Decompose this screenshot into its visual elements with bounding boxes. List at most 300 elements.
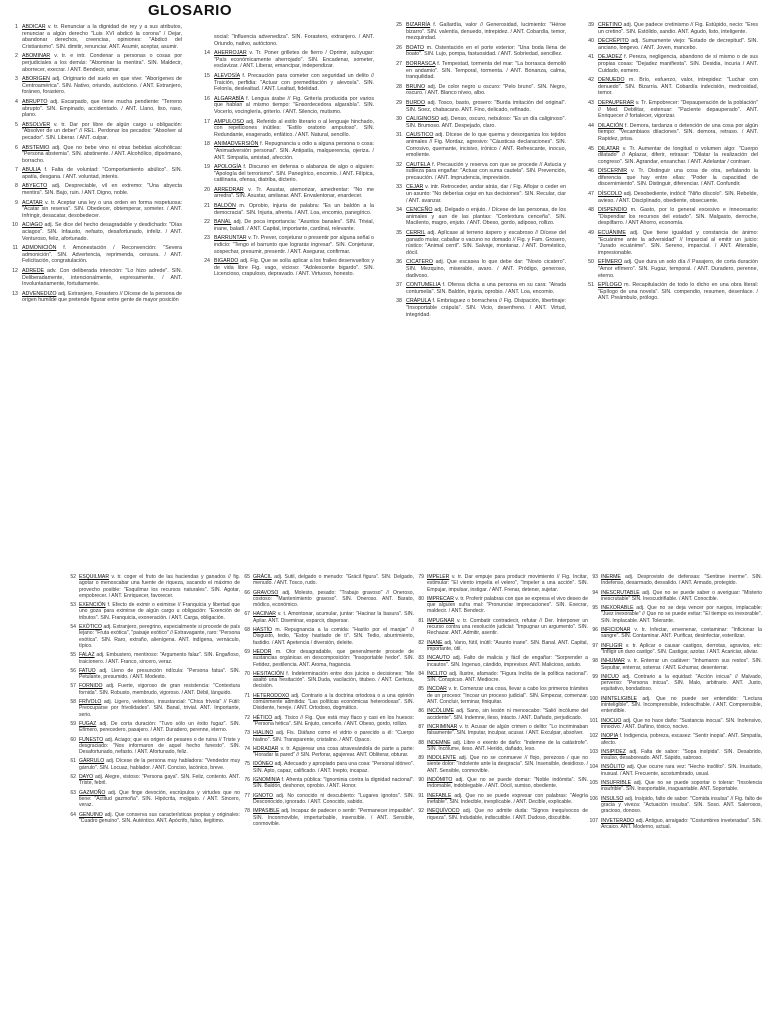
entry-term: ÍNCLITO <box>427 670 448 677</box>
entry-definition: f. Embriaguez o borrachera // Fig. Disipación, libertinaje: "Insoportable crápula". SIN. Vicio, desenfreno. / ANT. Virtud, integridad. <box>406 298 566 318</box>
entry-term: BURDO <box>406 99 426 106</box>
entry-term: CAUTELA <box>406 161 431 168</box>
entry-term: INCAUTO <box>427 655 450 662</box>
entry-number: 75 <box>244 761 250 768</box>
entry-number: 100 <box>589 695 598 702</box>
entry-definition: adj. Fuerte, vigoroso de gran resistencia: "Contextura fornida". SIN. Robusto, membrudo, vigoroso. / ANT. Débil, lánguido. <box>79 683 240 696</box>
entry-term: ESQUILMAR <box>79 574 110 580</box>
entry-number: 14 <box>204 50 210 57</box>
glossary-entry <box>62 721 240 734</box>
glossary-entry <box>236 627 414 646</box>
glossary-entry <box>62 624 240 649</box>
entry-definition: m. Olor desagradable, que generalmente procede de sustancias orgánicas en descomposición: "Insoportable hedor". SIN. Fetidez, pestilencia. ANT. Aroma, fragancia. <box>253 648 415 668</box>
entry-definition: adj. Falto de malicia y fácil de engañar: "Sorprender a incautos". SIN. Ingenuo, cándido, imprevisor. ANT. Malicioso, astuto. <box>427 655 589 668</box>
glossary-entry <box>62 774 240 787</box>
entry-definition: v. tr. Combatir contradecir, refutar // Der. Interponer un recurso contra una resolución judicial: "Impugnar un argumento". SIN. Rechazar. ANT. Admitir, asentir. <box>427 617 588 637</box>
glossary-entry <box>410 671 588 684</box>
entry-definition: adj. Fis. Diáfano como el vidrio o parecido a él: "Cuerpo hialino". SIN. Transparente, cristalino. / ANT. Opaco. <box>253 730 414 743</box>
entry-number: 52 <box>70 574 76 580</box>
glossary-entry <box>388 298 566 318</box>
entry-term: GENUINO <box>79 811 103 818</box>
glossary-column <box>62 574 240 827</box>
entry-definition: adv. Con deliberada intención: "Lo hizo adrede". SIN. Deliberadamente, intencionalmente, expresamente. / ANT. Involuntariamente, fortuitamente. <box>22 268 182 288</box>
glossary-entry <box>4 268 182 288</box>
entry-number: 93 <box>592 574 598 580</box>
glossary-entry <box>410 793 588 806</box>
entry-term: HETERODOXO <box>253 692 290 699</box>
entry-definition: f. Gallardía, valor // Generosidad, lucimiento: "Héroe bizarro". SIN. valentía, denuedo, intrepidez. / ANT. Cobardía, temor, mezquindad. <box>406 22 566 42</box>
entry-number: 73 <box>244 730 250 737</box>
entry-definition: adj. Ligero, veleidoso, insustancial: "Chica frívola" // Fútil: Preocuparse por frivolidades". SIN. Banal, trivial. ANT. Importante, serio. <box>79 699 240 718</box>
entry-term: AMPULOSO <box>214 118 245 125</box>
glossary-entry <box>4 53 182 73</box>
entry-term: EFÍMERO <box>598 259 623 266</box>
entry-number: 89 <box>418 755 424 762</box>
glossary-entry <box>236 611 414 624</box>
entry-number: 62 <box>70 774 76 781</box>
glossary-entry <box>236 649 414 668</box>
entry-definition: adj. Alegre, vistoso: "Persona gaya". SIN. Feliz, contento. ANT. Triste, febril. <box>79 774 241 787</box>
entry-number: 88 <box>418 739 424 746</box>
glossary-entry <box>196 219 374 232</box>
entry-term: GÁRRULO <box>79 758 105 765</box>
entry-number: 46 <box>588 168 594 175</box>
entry-number: 19 <box>204 164 210 171</box>
entry-term: IDÓNEO <box>253 761 274 768</box>
glossary-entry <box>580 259 758 279</box>
entry-definition: f. Afrenta pública: "Ignominia contra la dignidad nacional". SIN. Baldón, deshonor, oprobio. / ANT. Honor. <box>253 777 414 790</box>
entry-term: INANE <box>427 639 443 646</box>
glossary-entry <box>584 796 762 815</box>
entry-number: 3 <box>15 76 18 83</box>
entry-term: ACATAR <box>22 199 43 206</box>
glossary-entry <box>4 24 182 50</box>
glossary-entry <box>4 99 182 119</box>
glossary-entry <box>4 167 182 180</box>
entry-definition: f. Repugnancia u odio a alguna persona o cosa: "Animadversión personal". SIN. Antipatía, malquerencia, ojeriza. / ANT. Simpatía, amistad, afección. <box>214 141 374 161</box>
entry-definition: adj. Desobediente, indócil: "Niño díscolo". SIN. Rebelde, avieso. / ANT. Disciplinado, obediente, obsecuente. <box>598 191 758 204</box>
entry-number: 18 <box>204 141 210 148</box>
entry-number: 98 <box>592 658 598 665</box>
entry-number: 43 <box>588 99 594 106</box>
glossary-entry <box>584 658 762 671</box>
entry-number: 64 <box>70 811 76 818</box>
entry-number: 61 <box>70 758 76 765</box>
entry-definition: m. Brío, esfuerzo, valor, intrepidez: "Luchar con denuedo". SIN. Bizarría. ANT. Cobardía indecisión, medrosidad, temor. <box>598 77 758 97</box>
glossary-entry <box>236 671 414 690</box>
entry-term: HEDOR <box>253 648 272 655</box>
glossary-entry <box>4 122 182 142</box>
entry-number: 28 <box>396 83 402 90</box>
glossary-column <box>4 24 182 307</box>
entry-term: EPÍLOGO <box>598 282 622 289</box>
entry-number: 25 <box>396 22 402 28</box>
glossary-entry <box>196 203 374 216</box>
glossary-entry <box>410 724 588 737</box>
entry-definition: adj. Dícese de la persona muy habladora: "Vendedor muy gárrulo". SIN. Locuaz, hablador. / ANT. Conciso, lacónico, breve. <box>79 758 240 771</box>
entry-number: 76 <box>244 777 250 784</box>
entry-number: 1 <box>15 24 18 30</box>
entry-definition: adj. Delgado o enjuto. / Dícese de las personas, de los animales y aun de las plantas: "Contextura cenceña". SIN. Macilento, magro, enjuto. / ANT. Obeso, gordo, adiposo, rollizo. <box>406 207 566 227</box>
glossary-entry <box>62 602 240 621</box>
glossary-entry <box>584 590 762 603</box>
entry-term: ARREDRAR <box>214 186 244 193</box>
glossary-entry <box>388 116 566 129</box>
entry-number: 74 <box>244 745 250 752</box>
entry-term: INSULSO <box>601 795 624 802</box>
entry-term: ABULIA <box>22 167 41 174</box>
entry-definition: v. tr. coger el fruto de las haciendas y ganados // fig. agotar o menoscabar una fuente de riqueza, sacando el máximo de provecho posible: "Esquilmar los recursos naturales". SIN. Agotar, empobrecer. / ANT. Enriquecer, favorecer. <box>79 574 240 599</box>
entry-definition: m. Ostentación en el porte exterior: "Una boda llena de boato". SIN. Lujo, pompa, fastuosidad. / ANT. Sobriedad, sencillez. <box>406 44 566 58</box>
entry-term: ADVENEDIZO <box>22 290 57 297</box>
glossary-entry <box>236 715 414 728</box>
entry-term: FUNESTO <box>79 736 104 743</box>
entry-definition: f. Falta de voluntad: "Comportamiento abúlico". SIN. apatía, desgana. / ANT. voluntad, interés. <box>22 167 182 180</box>
entry-number: 59 <box>70 720 76 727</box>
entry-definition: adj. Que padece cretinismo // Fig. Estúpido, necio: "Eres un cretino". SIN. Estólido, sandio. ANT. Agudo, listo, inteligente. <box>598 22 758 35</box>
entry-number: 27 <box>396 60 402 67</box>
entry-term: FRÍVOLO <box>79 699 102 706</box>
glossary-column <box>584 574 762 833</box>
glossary-entry <box>4 222 182 242</box>
entry-definition: adj. Que no bebe vino ni otras bebidas alcohólicas: "Persona abstemia". SIN. abstinente. / ANT. Alcohólico, dipsómano, borracho. <box>22 144 182 164</box>
entry-number: 56 <box>70 667 76 674</box>
glossary-entry <box>388 259 566 279</box>
entry-term: DILACIÓN <box>598 122 624 129</box>
glossary-entry <box>410 686 588 705</box>
entry-term: CALIGINOSO <box>406 116 439 123</box>
glossary-entry <box>62 683 240 696</box>
glossary-entry <box>410 655 588 668</box>
entry-definition: adj. Contrario a la equidad: "Acción inicua" // Malvado, perverso: "Persona inicua". SIN. Malo, arbitrario. ANT. Justo, equitativo, bondadoso. <box>601 673 762 693</box>
entry-definition: adj. Escarpado, que tiene mucha pendiente: "Terreno abrupto". SIN. Empinado, accidentado. / ANT. Llano, liso, raso, plano. <box>22 98 182 119</box>
entry-number: 77 <box>244 792 250 799</box>
entry-number: 7 <box>15 167 18 174</box>
entry-definition: f. Demora, tardanza o detención de una cosa por algún tiempo: "Vecambiaos dilaciones". SIN. demora, retraso. / ANT. Rapidez, prisa. <box>598 122 758 142</box>
entry-term: ACIAGO <box>22 222 43 229</box>
glossary-entry <box>580 22 758 35</box>
glossary-entry <box>580 230 758 256</box>
entry-number: 24 <box>204 258 210 265</box>
entry-term: BOATO <box>406 44 425 51</box>
entry-definition: adj. Libre o exento de daño: "Indemne de la catástrofe". SIN. Incólume, ileso. ANT. Herido, dañado, leso. <box>427 739 589 752</box>
entry-definition: v. Tr. Asustar, atemorizar, amedrentar: "No me arredra". SIN. Asustar, amilanar. ANT. Envalentonar, enardecer. <box>214 186 374 200</box>
glossary-entry <box>196 141 374 161</box>
entry-term: INOCUO <box>601 717 622 724</box>
glossary-entry <box>236 793 414 806</box>
entry-term: HIALINO <box>253 730 274 737</box>
entry-number: 55 <box>70 652 76 659</box>
glossary-column <box>236 574 414 830</box>
entry-number: 87 <box>418 723 424 730</box>
entry-term: HORADAR <box>253 745 279 752</box>
entry-term: INESCRUTABLE <box>601 589 640 596</box>
entry-term: HASTÍO <box>253 627 272 634</box>
entry-definition: v. tr. e intr. Condenar a personas o cosas por perjudiciales a los demás: "Abominar la mentira". SIN. Maldecir, aborrecer, execrar. / ANT. Bendecir, amar. <box>22 53 182 73</box>
entry-term: INOPIA <box>601 733 618 740</box>
entry-definition: adj. Extranjero, peregrino, especialmente si procede de país lejano: "Fruta exótica", "paisaje exótico" // Extravagante, raro: "Persona exótica". SIN. Raro, extraño, alienígena. ANT. indígena, vernáculo, típico. <box>79 624 240 649</box>
glossary-entry <box>584 643 762 656</box>
entry-definition: m. Oprobio, injuria de palabra: "Es un baldón a la democracia". SIN. Injuria, afrenta. / ANT. Loa, encomio, panegírico. <box>214 203 374 216</box>
entry-number: 102 <box>589 733 598 740</box>
entry-term: ABYECTO <box>22 183 48 190</box>
entry-definition: v. tr. Aplicar o causar castigos, derrotas, agravios, etc: "Infligir un duro castigo". SIN. Castigar, azotar. / ANT. Acariciar, aliviar. <box>601 642 762 655</box>
entry-term: HÉTICO <box>253 714 273 721</box>
entry-definition: f. Lengua árabe // Fig. Gritería producida por varios que hablan al mismo tiempo: "Ensordecedora algarabía". SIN. Vocerío, vocinglería, griterío. / ANT. Silencio, mutismo. <box>214 95 374 115</box>
entry-definition: f. Ofensa dicha a una persona en su cara: "Airada contumelia". SIN. Baldón, injuria, oprobio. / ANT. Loa, encomio. <box>406 282 566 295</box>
entry-number: 6 <box>15 144 18 151</box>
glossary-entry <box>388 230 566 256</box>
entry-term: INFLIGIR <box>601 642 623 649</box>
entry-term: EXÓTICO <box>79 624 102 631</box>
glossary-entry <box>410 740 588 753</box>
entry-number: 79 <box>418 574 424 580</box>
entry-number: 53 <box>70 602 76 609</box>
entry-definition: adj. Que tiene igualdad y constancia de ánimo: "Ecuánime ante la adversidad" // Imparcial al emitir un juicio: "Jurado ecuánime". SIN. Sereno, imparcial. / ANT. Alterable, impresionable. <box>598 230 758 256</box>
entry-term: INHUMAR <box>601 658 625 665</box>
glossary-entry <box>62 668 240 681</box>
glossary-entry <box>580 100 758 120</box>
entry-definition: v. tr. Enterrar un cadáver: "Inhumaron sus restos". SIN. Sepultar, enterrar, soterrar. / ANT. Exhumar, desenterrar. <box>601 658 762 671</box>
entry-number: 86 <box>418 708 424 715</box>
entry-term: BALDÓN <box>214 203 236 210</box>
entry-definition: adj. Vano, fútil, inútil: "Asunto inane". SIN. Banal. ANT. Capital, importante, útil. <box>427 639 588 652</box>
entry-number: 5 <box>15 121 18 128</box>
entry-definition: adj. Se dice del hecho desagradable y desdichado: "Días aciagos". SIN. Infausto, nefasto, desafortunado, infeliz. / ANT. Venturoso, feliz, afortunado. <box>22 222 182 242</box>
glossary-entry <box>4 76 182 96</box>
entry-definition: f. Pereza, negligencia, abandono de sí mismo o de sus propias cosas: "Dejadez manifiesta". SIN. Desidia, incuria / ANT. Cuidado, esmero. <box>598 54 758 74</box>
entry-term: DÍSCOLO <box>598 191 622 198</box>
entry-definition: v. tr. Acusar de algún crimen o delito: "Lo incriminaban falsamente". SIN. Imputar, inculpar, acusar. / ANT. Exculpar, absolver. <box>427 723 588 737</box>
glossary-entry <box>580 54 758 74</box>
entry-definition: adj. Insípido, falto de sabor: "Comida insulsa" // Fig. falto de gracia y viveza: "Actuación insulsa". SIN. Soso. ANT. Salerosos, gracioso, donoso. <box>601 795 763 815</box>
entry-definition: m. Repugnancia a la comida: "Hastío por el manjar" // Disgusto, tedio, "Estoy hastiado de ti". SIN. Tedio, aburrimiento, fastidio. / ANT. Apetencia / diversión, deleite. <box>253 627 414 646</box>
glossary-entry <box>388 184 566 204</box>
glossary-entry <box>62 699 240 718</box>
entry-number: 34 <box>396 207 402 214</box>
entry-definition: adj. Fig. Que se solía aplicar a los frailes desenvueltos y de vida libre Fig. vago, vicioso: "Adolescente bigardo". SIN. Licencioso, crapuloso, depravado. / ANT. Virtuoso, honesto. <box>214 258 374 278</box>
glossary-entry <box>236 808 414 827</box>
entry-definition: adj. Que dura un solo día // Pasajero, de corta duración "Amor efímero". SIN. Fugaz, temporal. / ANT. Duradero, perenne, eterno. <box>598 259 758 279</box>
glossary-entry <box>62 812 240 825</box>
glossary-entry <box>62 790 240 809</box>
glossary-entry <box>196 73 374 93</box>
entry-definition: adj. Desprovisto de defensas: "Sentirse inerme". SIN. Indefenso, desarmado, desvalido. / ANT. Armado, protegido. <box>601 574 763 587</box>
entry-term: FORNIDO <box>79 683 103 690</box>
entry-term: ININTELIGIBLE <box>601 695 637 702</box>
entry-number: 23 <box>204 235 210 242</box>
entry-term: INCOAR <box>427 686 447 693</box>
entry-definition: adj. Que no admite duda: "Signos inequívocos de riqueza". SIN. Indudable, indiscutible. / ANT. Dudoso, discutible. <box>427 808 589 821</box>
entry-definition: adj. Que escasea lo que debe dar: "Novio cicatero". SIN. Mezquino, miserable, avaro. / ANT. Pródigo, generoso, dadivoso. <box>406 259 566 279</box>
entry-number: 20 <box>204 186 210 193</box>
entry-term: IMPUGNAR <box>427 617 455 624</box>
entry-number: 4 <box>15 98 18 105</box>
glossary-title: GLOSARIO <box>147 2 232 19</box>
entry-number: 8 <box>15 183 18 190</box>
entry-definition: adj. Sano, sin lesión ni menoscabo: "Salió incólume del accidente". SIN. Indemne, ileso, intacto. / ANT. Dañado, perjudicado. <box>427 708 588 721</box>
entry-definition: adj. Que no se puede domar: "Noble indómita". SIN. Indomable, indoblegable. / ANT. Dócil, sumiso, obediente. <box>427 777 588 790</box>
entry-definition: m. Recapitulación de todo lo dicho en una obra literal: "Epílogo de una novela". SIN. compendio, resumen, desenlace. / ANT. Preámbulo, prólogo. <box>598 282 758 302</box>
entry-definition: adj. Aplícase al terreno áspero y escabroso // Dícese del ganado mular, caballar o vacuno no domado // Fig. y Fam. Grosero, rústico: "Animal cerril". SIN. Salvaje, montaraz. / ANT. Doméstico, dócil. <box>406 230 566 256</box>
entry-definition: adj. Ilustre, afamado: "Figura ínclita de la política nacional". SIN. Conspicuo. ANT. Mediocre. <box>427 670 588 684</box>
entry-number: 36 <box>396 259 402 266</box>
entry-number: 47 <box>588 191 594 198</box>
entry-number: 9 <box>15 199 18 206</box>
entry-number: 29 <box>396 99 402 106</box>
entry-number: 16 <box>204 95 210 102</box>
entry-term: BIZARRÍA <box>406 22 431 28</box>
entry-term: ABSTEMIO <box>22 144 50 151</box>
entry-number: 10 <box>12 222 18 229</box>
glossary-entry <box>236 730 414 743</box>
entry-definition: adj. Tísico // Fig. Que está muy flaco y casi en los huesos: "Persona hética". SIN. Enjuto, cenceño. / ANT. Obeso, gordo, rollizo. <box>253 714 414 727</box>
glossary-entry <box>4 245 182 265</box>
glossary-entry <box>584 818 762 831</box>
entry-definition: v. t. Amontonar, acumular, juntar: "Hacinar la basura". SIN. Apilar. ANT. Diseminar, esparcir, dispersar. <box>253 611 415 624</box>
entry-definition: f. Amonestación / Reconvención: "Severa admonición". SIN. Advertencia, reprimenda, censura. / ANT. Felicitación, congratulación. <box>22 245 182 265</box>
glossary-entry <box>236 590 414 609</box>
entry-term: INEFABLE <box>427 792 452 799</box>
entry-term: FATUO <box>79 667 96 674</box>
entry-number: 80 <box>418 595 424 602</box>
entry-definition: v. tr. Aceptar una ley o una orden en forma respetuosa: "Acatar sin reserva". SIN. Obedecer, obtemperar, someter. / ANT. Infringir, desacatar, desobedecer. <box>22 199 182 219</box>
entry-number: 63 <box>70 789 76 796</box>
glossary-entry <box>388 282 566 295</box>
entry-term: DISCERNIR <box>598 168 628 175</box>
glossary-entry <box>580 282 758 302</box>
entry-number: 67 <box>244 611 250 618</box>
entry-term: ABSOLVER <box>22 121 51 128</box>
entry-number: 104 <box>589 764 598 771</box>
glossary-column <box>580 22 758 305</box>
glossary-entry <box>584 605 762 624</box>
entry-definition: adj. Que no hace daño: "Sustancia inocua". SIN. Inofensivo, innocivo. / ANT. Dañino, tóxico, nocivo. <box>601 717 762 730</box>
entry-term: ADMONICIÓN <box>22 245 57 252</box>
entry-number: 99 <box>592 673 598 680</box>
entry-definition: adj. Originario del suelo en que vive: "Aborígenes de Centroamérica". SIN. Nativo, oriundo, autóctono. / ANT. Extranjero, foráneo, forastero. <box>22 76 182 96</box>
entry-definition: social: "Influencia advenediza". SIN. Forastero, extranjero. / ANT. Oriundo, nativo, autóctono. <box>214 34 374 47</box>
entry-number: 26 <box>396 44 402 51</box>
entry-number: 51 <box>588 282 594 289</box>
entry-term: INDEMNE <box>427 739 451 746</box>
entry-number: 32 <box>396 161 402 168</box>
entry-term: APOLOGÍA <box>214 164 242 171</box>
glossary-entry <box>584 764 762 777</box>
entry-term: ANIMADVERSIÓN <box>214 141 259 148</box>
entry-number: 71 <box>244 692 250 699</box>
glossary-entry <box>388 45 566 58</box>
glossary-entry <box>410 574 588 593</box>
glossary-entry <box>196 96 374 116</box>
entry-number: 39 <box>588 22 594 28</box>
entry-number: 66 <box>244 589 250 596</box>
entry-definition: adj. Dícese de lo que quema y desorganiza los tejidos animales // Fig. Mordaz, agresivo: "Cáusticas declaraciones". SIN. Corrosivo, quemante, incisivo, irónico / ANT. Refrescante, inocuo, emoliente. <box>406 132 566 159</box>
entry-term: CENCEÑO <box>406 207 433 214</box>
glossary-entry <box>388 207 566 227</box>
entry-definition: adj. Que no se puede saber o averiguar: "Misterio inescrutable" SIN. Inescudriñable. / ANT. Conocible. <box>601 589 762 602</box>
entry-term: GRAVOSO <box>253 589 279 596</box>
glossary-entry <box>4 145 182 165</box>
glossary-entry <box>4 200 182 220</box>
entry-number: 90 <box>418 777 424 784</box>
entry-term: BRUNO <box>406 83 426 90</box>
glossary-entry <box>236 693 414 712</box>
entry-number: 84 <box>418 670 424 677</box>
glossary-entry <box>580 38 758 51</box>
entry-definition: v. tr. Comenzar una cosa, llevar a cabo los primeros trámites de un proceso: "Incoar un proceso judicial". SIN. Empezar, comenzar. ANT. Concluir, terminar, finiquitar. <box>427 686 588 706</box>
entry-term: HACINAR <box>253 611 276 618</box>
entry-definition: v. tr. Dar por libre de algún cargo u obligación: "Absolver de un deber" // REL. Perdonar los pecados: "Absolver al pecador". SIN. Liberar. / ANT. culpar. <box>22 121 182 141</box>
entry-term: ABDICAR <box>22 24 46 30</box>
entry-term: INERME <box>601 574 621 580</box>
entry-term: CRÁPULA <box>406 298 431 305</box>
glossary-entry <box>388 100 566 113</box>
entry-definition: f. Precaución para cometer con seguridad un delito // Traición, perfidia: "Actuar con premeditación y alevosía". SIN. Felonía, deslealtad. / ANT. Lealtad, fidelidad. <box>214 72 374 93</box>
entry-definition: adj. De poca importancia: "Asuntos banales". SIN. Trivial, inane, baladí. / ANT. Capital, importante, cardinal, relevante. <box>214 219 374 232</box>
entry-term: CICATERO <box>406 259 433 266</box>
entry-term: ECUÁNIME <box>598 230 626 237</box>
entry-definition: adj. Que no se deja vencer por ruegos, implacable: "Juez inexorable" // Que no se puede evitar: "El tiempo es inexorable". SIN. Implacable. ANT. Tolerante. <box>601 605 762 624</box>
glossary-entry <box>584 780 762 793</box>
entry-number: 91 <box>418 792 424 799</box>
entry-term: DEPAUPERAR <box>598 99 635 106</box>
entry-definition: v. Tr. Poner grilletes de fierro / Oprimir, subyugar: "País económicamente aherrojado". SIN. Encadenar, someter, esclavizar. / ANT. Liberar, emancipar, independizar. <box>214 50 374 70</box>
entry-definition: f. Indeterminación entre dos juicios o decisiones: "Me asaltó una hesitación". SIN.Duda, vacilación, titubeo. / ANT. Certeza, decisión. <box>253 670 414 690</box>
entry-number: 92 <box>418 808 424 815</box>
entry-definition: adj. Falta de sabor: "Sopa insípida". SIN. Desabrido, insulso, desaboreado. ANT. Sápido, sabroso. <box>601 748 762 762</box>
entry-number: 38 <box>396 298 402 305</box>
entry-number: 60 <box>70 736 76 743</box>
entry-number: 49 <box>588 230 594 237</box>
entry-definition: adj. De color negro u oscuro: "Pelo bruno". SIN. Negro, oscuro. / ANT. Blanco níveo, albo. <box>406 83 566 97</box>
entry-definition: adj. Lleno de presunción ridícula: "Persona fatua". SIN. Petulante, presumido. / ANT. Modesto. <box>79 667 240 681</box>
glossary-entry <box>410 777 588 790</box>
entry-definition: adj. Que no puede ser entendido: "Lectura ininteligible". SIN. Incomprensible, indescifrable. / ANT. Comprensible, entendible. <box>601 695 762 715</box>
entry-definition: v. Tr. Aumentar de longitud o volumen algo: "Cuerpo dilatado" // Aplazar, diferir, retrasar: "Dilatar la realización del congreso". SIN. Agrandar, ensanchar. / ANT. Adelantar / contraer. <box>598 145 758 165</box>
glossary-entry <box>580 168 758 188</box>
entry-term: CEJAR <box>406 184 424 191</box>
glossary-entry <box>236 574 414 587</box>
entry-term: DENUEDO <box>598 77 625 84</box>
entry-number: 37 <box>396 282 402 289</box>
entry-term: BORRASCA <box>406 60 436 67</box>
entry-number: 2 <box>15 53 18 60</box>
entry-term: CRETINO <box>598 22 622 28</box>
glossary-entry <box>62 737 240 756</box>
entry-definition: adj. Que no se puede soportar o tolerar: "Insolencia insufrible". SIN. Insoportable, inaguantable. ANT. Soportable. <box>601 780 762 793</box>
entry-term: INFICIONAR <box>601 627 631 634</box>
entry-number: 48 <box>588 207 594 214</box>
entry-definition: f. Discurso en defensa o alabanza de algo o alguien: "Apología del terrorismo". SIN. Panegírico, encomio. / ANT. Filípica, catilinaria, ofensa, diatriba, dicterio. <box>214 164 374 184</box>
entry-number: 11 <box>12 245 18 252</box>
entry-number: 54 <box>70 624 76 631</box>
entry-number: 72 <box>244 714 250 721</box>
glossary-entry <box>584 696 762 715</box>
entry-term: ABRUPTO <box>22 98 48 105</box>
entry-number: 40 <box>588 38 594 45</box>
entry-definition: f. Efecto de eximir o eximirse // Franquicia y libertad que uno goza para eximirse de algún cargo u obligación: "Exención de tributos". SIN. Franquicia, exoneración. / ANT. Carga, obligación. <box>79 602 240 621</box>
entry-number: 81 <box>418 617 424 624</box>
entry-term: INEQUÍVOCO <box>427 808 460 815</box>
entry-number: 107 <box>589 817 598 824</box>
glossary-entry <box>236 761 414 774</box>
entry-definition: adj. Antiguo, arraigado: "Costumbres inveteradas". SIN. Arcaico. ANT. Moderno, actual. <box>601 817 762 830</box>
entry-number: 17 <box>204 118 210 125</box>
entry-definition: adj. Tosco, basto, grosero: "Burda imitación del original". SIN. Soez, chabacano. ANT. Fino, delicado, refinado. <box>406 99 566 113</box>
entry-number: 58 <box>70 699 76 706</box>
entry-definition: v. Tr. Prever, conjeturar o presentir por alguna señal o indicio: "Tengo el barrunto que lograrás ingresar". SIN. Conjeturar, sospechar, presumir, presentir. / ANT. Asegurar, confirmar. <box>214 235 374 255</box>
